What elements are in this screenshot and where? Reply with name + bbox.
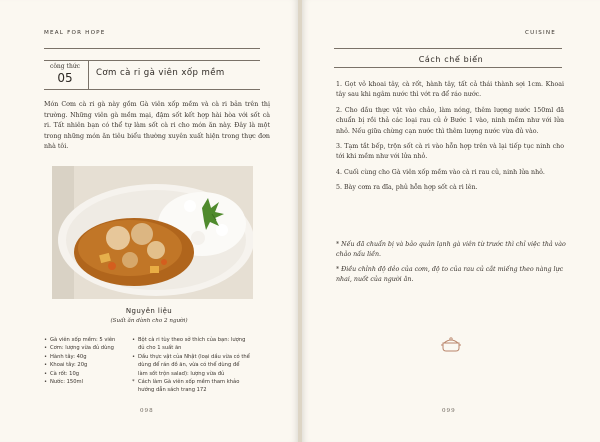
ingredient-item: • Dầu thực vật của Nhật (loại dầu vừa có thể dùng để rán đồ ăn, vừa có thể dùng để làm sốt trộn salad): lượng vừa đủ bbox=[132, 353, 250, 378]
ingredient-item: • Cơm: lượng vừa đủ dùng bbox=[44, 344, 130, 352]
method-notes bbox=[336, 240, 566, 290]
method-step: 4. Cuối cùng cho Gà viên xốp mềm vào cà ri rau củ, ninh lửa nhỏ. bbox=[336, 168, 545, 176]
method-step: 2. Cho dầu thực vật vào chảo, làm nóng, thêm lượng nước 150ml đã chuẩn bị rồi thả các loại rau củ ở Bước 1 vào, ninh mềm như với lửa nhỏ. Nếu giữa chừng cạn nước thì thêm lượng nước vừa đủ vào. bbox=[336, 106, 564, 135]
serving-note: (Suất ăn dành cho 2 người) bbox=[110, 318, 188, 324]
curry-rice-photo bbox=[52, 166, 253, 299]
ingredient-item: • Hành tây: 40g bbox=[44, 353, 130, 361]
recipe-intro: Món Cơm cà ri gà này gồm Gà viên xốp mềm và cà ri bản trên thị trường. Những viên gà mềm mại, đậm sốt kết hợp hài hòa với sốt cà ri. Tất nhiên bạn có thể tự làm sốt cà ri cho món ăn này. Đây là một trong những món ăn tiêu biểu thường xuyên xuất hiện trong thực đơn nhà tôi. bbox=[44, 101, 270, 151]
running-head-left: MEAL FOR HOPE bbox=[44, 30, 106, 36]
right-page bbox=[302, 0, 600, 442]
page-number-left: 098 bbox=[140, 408, 154, 414]
ingredient-item: • Cà rốt: 10g bbox=[44, 370, 130, 378]
ingredient-item: • Nước: 150ml bbox=[44, 378, 130, 386]
ingredients-note: * Cách làm Gà viên xốp mềm tham khảo hướng dẫn sách trang 172 bbox=[132, 378, 250, 395]
ingredient-item: • Khoai tây: 20g bbox=[44, 361, 130, 369]
method-step: 3. Tạm tắt bếp, trộn sốt cà ri vào hỗn hợp trên và lại tiếp tục ninh cho tới khi mềm như với lửa nhỏ. bbox=[336, 143, 564, 161]
left-page bbox=[0, 0, 298, 442]
method-step: 5. Bày cơm ra đĩa, phủ hỗn hợp sốt cà ri lên. bbox=[336, 184, 478, 192]
recipe-title: Cơm cà ri gà viên xốp mềm bbox=[96, 68, 225, 78]
page-number-right: 099 bbox=[442, 408, 456, 414]
title-rule-top bbox=[44, 60, 260, 61]
ingredients-column-2 bbox=[132, 336, 250, 395]
title-divider bbox=[88, 60, 89, 89]
cooking-pot-icon bbox=[440, 336, 462, 356]
method-note: * Điều chỉnh độ dẻo của cơm, độ to của rau củ cắt miếng theo nàng lực nhai, nuốt của người ăn. bbox=[336, 265, 564, 284]
running-head-right: CUISINE bbox=[525, 30, 556, 36]
method-note: * Nếu đã chuẩn bị và bảo quản lạnh gà viên từ trước thì chỉ việc thả vào chảo nấu liền. bbox=[336, 241, 566, 259]
header-rule bbox=[334, 48, 562, 49]
ingredient-item: • Gà viên xốp mềm: 5 viên bbox=[44, 336, 130, 344]
method-rule bbox=[334, 67, 562, 68]
header-rule bbox=[44, 48, 260, 49]
method-steps bbox=[336, 80, 564, 199]
title-rule-bottom bbox=[44, 89, 260, 90]
ingredients-column-1 bbox=[44, 336, 130, 386]
recipe-number: 05 bbox=[57, 71, 73, 85]
method-heading: Cách chế biến bbox=[418, 55, 484, 64]
recipe-label: công thức bbox=[49, 63, 81, 70]
method-step: 1. Gọt vỏ khoai tây, cà rốt, hành tây, tất cả thái thành sợi 1cm. Khoai tây sau khi ngâm nước thì vớt ra để ráo nước. bbox=[336, 81, 564, 99]
ingredient-item: • Bột cà ri tùy theo sở thích của bạn: lượng đủ cho 1 suất ăn bbox=[132, 336, 250, 353]
ingredients-heading: Nguyên liệu bbox=[125, 307, 173, 315]
